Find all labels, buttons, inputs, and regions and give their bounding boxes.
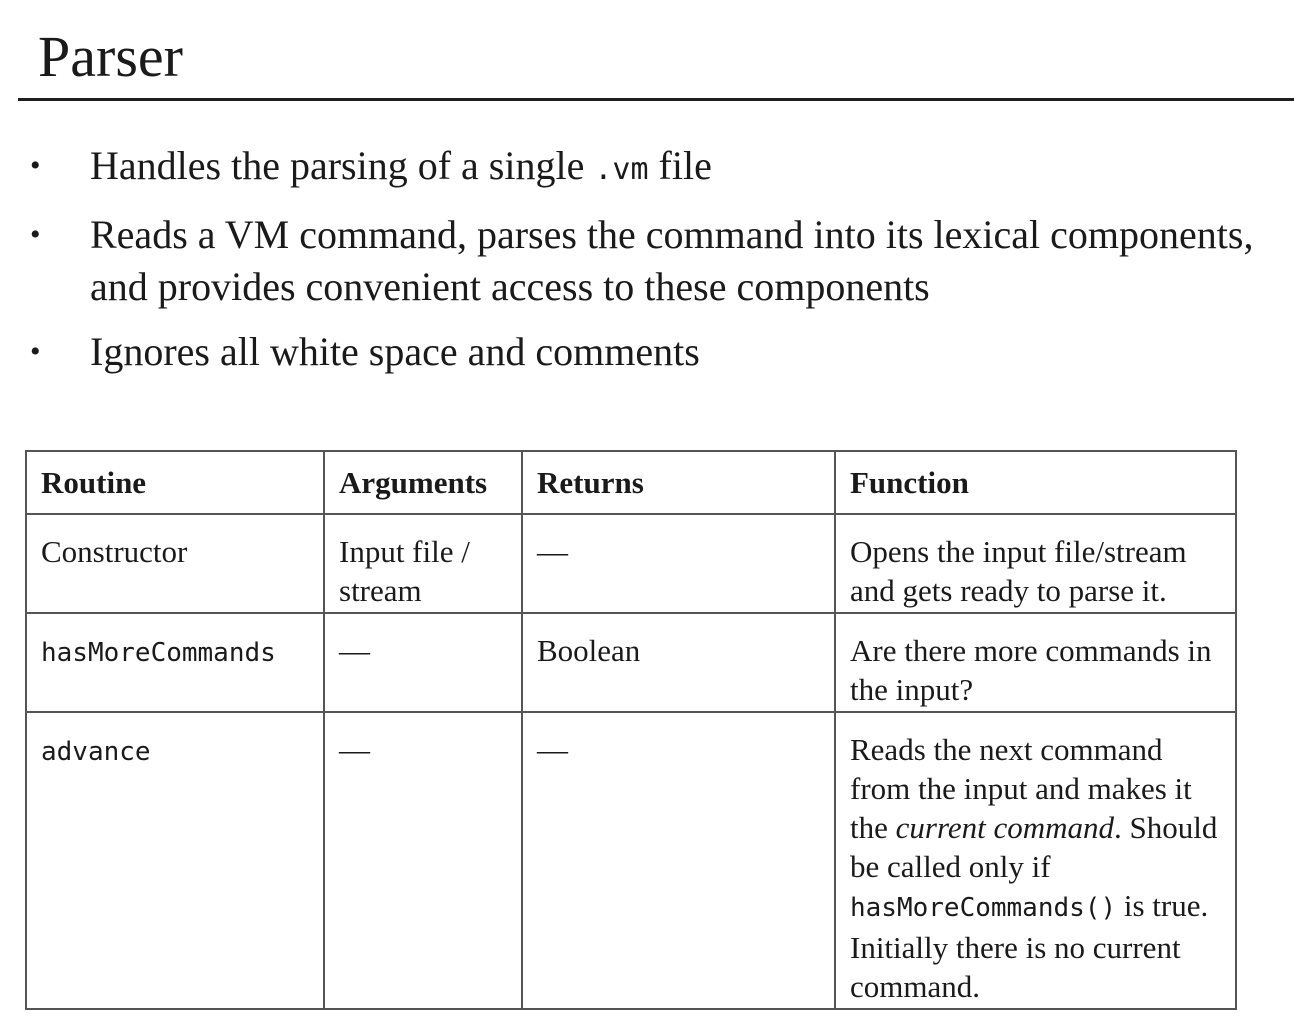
cell-arguments: Input file / stream: [324, 514, 522, 613]
function-text: . Should be called only if: [850, 810, 1218, 884]
cell-function: [835, 712, 1236, 1009]
cell-returns: —: [522, 712, 835, 1009]
bullet-text: Ignores all white space and comments: [90, 329, 700, 374]
function-text: is true. Initially there is no current command.: [850, 888, 1209, 1004]
bullet-dot-icon: •: [30, 218, 41, 251]
header-returns: Returns: [522, 451, 835, 514]
bullet-list: [0, 140, 1294, 391]
cell-routine: [26, 613, 324, 712]
bullet-text: file: [648, 143, 712, 188]
slide-title: Parser: [38, 24, 183, 89]
cell-returns: —: [522, 514, 835, 613]
header-function: Function: [835, 451, 1236, 514]
function-text: Reads the next command from the input and makes it the: [850, 732, 1192, 845]
function-emphasis: current command: [895, 810, 1115, 845]
cell-arguments: —: [324, 613, 522, 712]
routine-code: advance: [41, 737, 151, 767]
routine-code: hasMoreCommands: [41, 638, 276, 668]
header-arguments: Arguments: [324, 451, 522, 514]
bullet-dot-icon: •: [30, 335, 41, 368]
cell-function: Are there more commands in the input?: [835, 613, 1236, 712]
table-row: [26, 514, 1236, 613]
cell-arguments: —: [324, 712, 522, 1009]
cell-routine: Constructor: [26, 514, 324, 613]
bullet-code: .vm: [594, 152, 649, 187]
cell-routine: [26, 712, 324, 1009]
title-divider: [18, 98, 1294, 101]
function-code: hasMoreCommands(): [850, 893, 1117, 923]
bullet-text: Handles the parsing of a single: [90, 143, 595, 188]
bullet-item: [0, 209, 1294, 313]
routines-table: [25, 450, 1237, 1010]
cell-function: Opens the input file/stream and gets ready to parse it.: [835, 514, 1236, 613]
bullet-text: Reads a VM command, parses the command into its lexical components, and provides convenient access to these components: [90, 212, 1254, 309]
table-header-row: [26, 451, 1236, 514]
cell-returns: Boolean: [522, 613, 835, 712]
bullet-dot-icon: •: [30, 149, 41, 182]
bullet-item: [0, 140, 1294, 196]
table-row: [26, 712, 1236, 1009]
header-routine: Routine: [26, 451, 324, 514]
table-row: [26, 613, 1236, 712]
bullet-item: [0, 326, 1294, 378]
